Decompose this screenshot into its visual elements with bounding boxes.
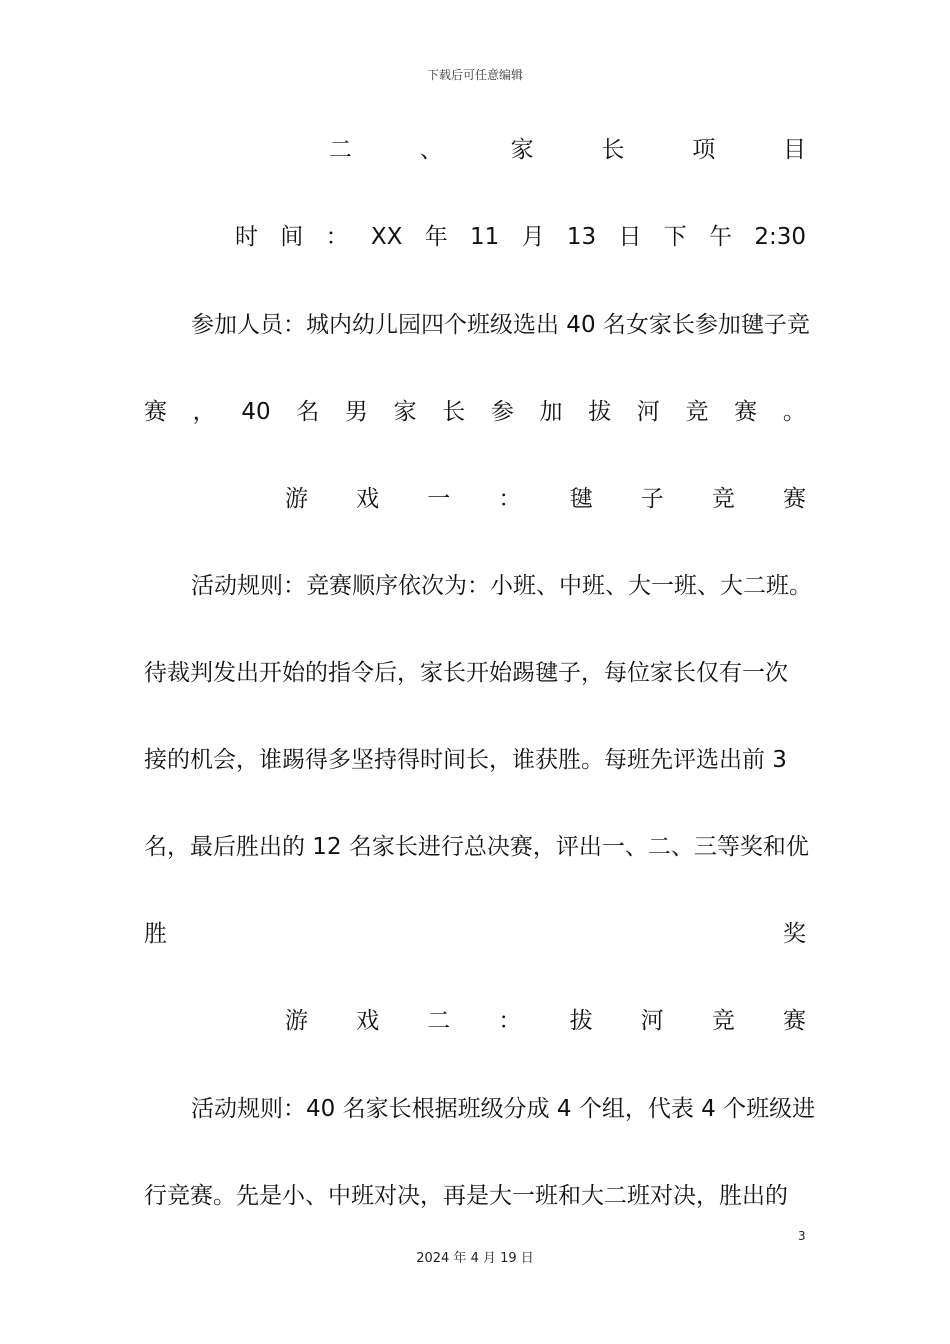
section-title [329, 132, 806, 168]
text-token: 毽 [569, 486, 593, 512]
text-token: 竞 [711, 1008, 735, 1034]
text-token: 、 [419, 137, 443, 163]
page-number: 3 [798, 1229, 806, 1243]
text-token: 月 [521, 224, 545, 250]
text-token: 。 [782, 399, 806, 425]
game-one-rule-line: 待裁判发出开始的指令后，家长开始踢毽子，每位家长仅有一次 [144, 660, 788, 686]
text-token: 男 [344, 399, 368, 425]
text-token: 河 [636, 399, 660, 425]
participants-line: 参加人员：城内幼儿园四个班级选出 40 名女家长参加毽子竞 [191, 312, 810, 338]
text-token: 拔 [588, 399, 612, 425]
text-token: ： [498, 486, 522, 512]
text-token: 竞 [685, 399, 709, 425]
game-one-rule-line: 接的机会，谁踢得多坚持得时间长，谁获胜。每班先评选出前 3 [144, 747, 787, 773]
text-token: 13 [566, 224, 597, 250]
text-token: 下 [663, 224, 687, 250]
text-token: 游 [285, 1008, 308, 1034]
text-token: ： [325, 224, 349, 250]
text-token: 长 [601, 137, 625, 163]
game-one-rule-line [144, 916, 806, 952]
text-token: 奖 [783, 921, 806, 947]
text-token: 目 [782, 137, 806, 163]
text-token: 2:30 [754, 224, 806, 250]
text-token: 胜 [144, 921, 167, 947]
text-token: ： [498, 1008, 522, 1034]
header-note: 下载后可任意编辑 [426, 68, 523, 82]
text-token: 拔 [569, 1008, 593, 1034]
text-token: 戏 [356, 1008, 380, 1034]
text-token: 间 [280, 224, 304, 250]
text-token: 长 [442, 399, 466, 425]
game-one-rule-line: 活动规则：竞赛顺序依次为：小班、中班、大一班、大二班。 [191, 573, 812, 599]
text-token: 参 [490, 399, 514, 425]
game-one-title [285, 481, 806, 517]
text-token: 日 [618, 224, 642, 250]
text-token: 11 [470, 224, 500, 250]
text-token: 二 [427, 1008, 451, 1034]
text-token: 家 [510, 137, 534, 163]
text-token: 年 [424, 224, 448, 250]
game-two-title [285, 1003, 806, 1039]
text-token: 二 [329, 137, 352, 163]
text-token: XX [370, 224, 403, 250]
footer-date: 2024 年 4 月 19 日 [416, 1251, 534, 1266]
game-two-rule-line: 行竞赛。先是小、中班对决，再是大一班和大二班对决，胜出的 [144, 1183, 788, 1209]
text-token: 午 [709, 224, 733, 250]
text-token: 子 [640, 486, 664, 512]
game-one-rule-line: 名，最后胜出的 12 名家长进行总决赛，评出一、二、三等奖和优 [144, 834, 809, 860]
text-token: 一 [427, 486, 451, 512]
text-token: 竞 [711, 486, 735, 512]
text-token: 赛 [734, 399, 758, 425]
text-token: 河 [640, 1008, 664, 1034]
text-token: 赛 [144, 399, 167, 425]
text-token: 戏 [356, 486, 380, 512]
text-token: 时 [235, 224, 258, 250]
time-line [235, 219, 806, 255]
text-token: ， [192, 399, 216, 425]
text-token: 名 [296, 399, 320, 425]
text-token: 项 [692, 137, 716, 163]
text-token: 加 [539, 399, 563, 425]
text-token: 赛 [782, 486, 806, 512]
text-token: 游 [285, 486, 308, 512]
text-token: 赛 [782, 1008, 806, 1034]
text-token: 40 [241, 399, 271, 425]
game-two-rule-line: 活动规则：40 名家长根据班级分成 4 个组，代表 4 个班级进 [191, 1096, 816, 1122]
text-token: 家 [393, 399, 417, 425]
participants-continuation [144, 394, 806, 430]
